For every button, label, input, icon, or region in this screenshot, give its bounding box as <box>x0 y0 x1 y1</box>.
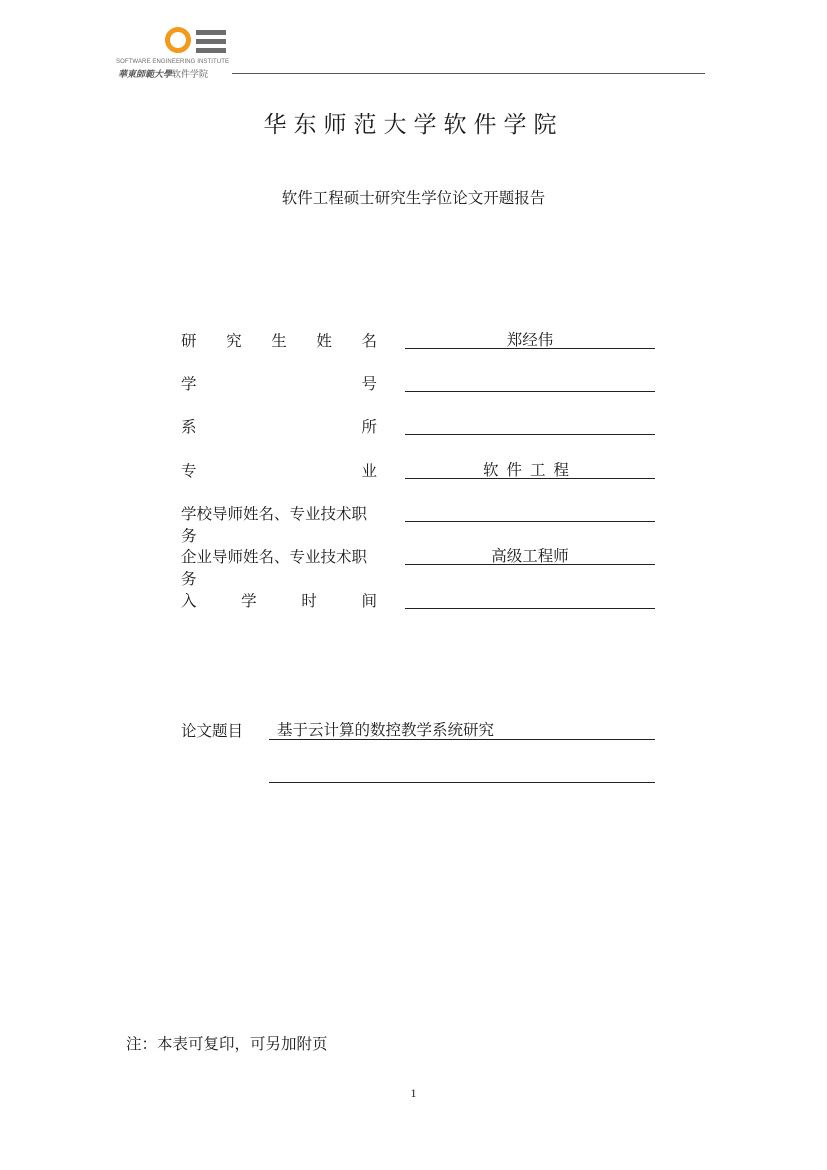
footnote: 注：本表可复印，可另加附页 <box>126 1035 328 1053</box>
field-label: 系 所 <box>181 418 377 436</box>
document-title: 华东师范大学软件学院 <box>263 112 564 138</box>
logo-emblem-icon <box>164 26 228 58</box>
field-major <box>181 459 655 481</box>
field-company-advisor <box>181 545 655 588</box>
page-number: 1 <box>410 1086 417 1100</box>
field-enrollment-date <box>181 589 655 611</box>
field-label: 企业导师姓名、专业技术职务 <box>181 548 368 588</box>
field-student-name <box>181 329 655 351</box>
thesis-title-label: 论文题目 <box>181 722 244 740</box>
logo-script-text: 華東師範大學 <box>118 70 173 80</box>
field-student-id <box>181 372 655 394</box>
field-label: 专 业 <box>181 462 377 480</box>
thesis-underline-1 <box>269 739 655 740</box>
field-label: 学 号 <box>181 375 377 393</box>
field-value[interactable]: 郑经伟 <box>506 331 554 349</box>
thesis-underline-2 <box>269 782 655 783</box>
logo-dept-text: 软件学院 <box>172 70 209 80</box>
field-underline <box>405 434 655 435</box>
document-subtitle: 软件工程硕士研究生学位论文开题报告 <box>281 189 546 207</box>
thesis-title-value[interactable]: 基于云计算的数控教学系统研究 <box>277 721 495 739</box>
field-label: 研 究 生 姓 名 <box>181 332 377 350</box>
field-underline <box>405 608 655 609</box>
field-label: 入 学 时 间 <box>181 592 377 610</box>
field-value[interactable]: 软件工程 <box>482 461 577 479</box>
field-label: 学校导师姓名、专业技术职务 <box>181 505 368 545</box>
logo-chinese-text <box>118 67 208 80</box>
header-divider <box>232 73 705 74</box>
field-underline <box>405 391 655 392</box>
field-value[interactable]: 高级工程师 <box>491 547 569 565</box>
institute-logo <box>116 26 232 80</box>
field-school-advisor <box>181 502 655 545</box>
field-underline <box>405 521 655 522</box>
logo-english-text: SOFTWARE ENGINEERING INSTITUTE <box>116 59 230 65</box>
field-department <box>181 415 655 437</box>
